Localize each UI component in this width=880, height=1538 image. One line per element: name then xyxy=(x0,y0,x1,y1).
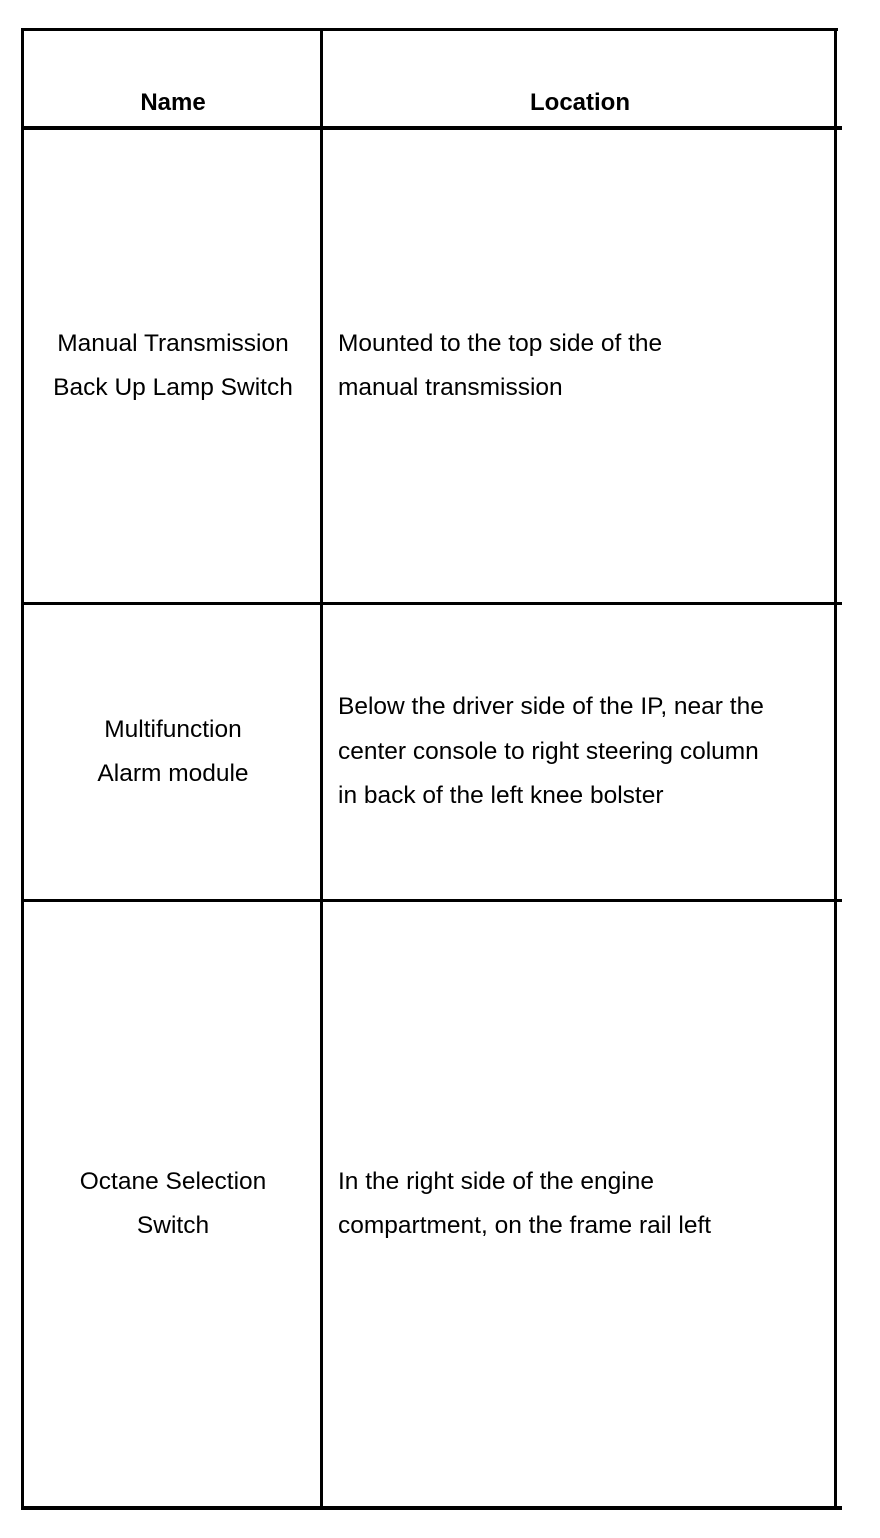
column-header-location-label: Location xyxy=(530,89,630,116)
table-row-1-name-cell xyxy=(25,130,321,602)
column-header-name-label: Name xyxy=(140,89,206,116)
table-row-3-name-cell xyxy=(25,902,321,1506)
table-border-left xyxy=(21,28,24,1510)
row-3-name: Octane Selection Switch xyxy=(79,1167,267,1239)
table-row-1-location-cell xyxy=(325,130,835,602)
row-2-name: Multifunction Alarm module xyxy=(97,715,249,787)
table-border-bottom xyxy=(21,1506,842,1510)
table-row-2-location-cell xyxy=(325,605,835,899)
table-row-3-location-cell xyxy=(325,902,835,1506)
column-header-location xyxy=(325,31,835,126)
row-2-location: Below the driver side of the IP, near the center console to right steering column in back of the left knee bolster xyxy=(338,693,764,810)
component-location-table xyxy=(21,28,842,1510)
column-header-name xyxy=(25,31,321,126)
row-1-location: Mounted to the top side of the manual transmission xyxy=(338,329,663,401)
row-1-name: Manual Transmission Back Up Lamp Switch xyxy=(53,329,293,401)
table-row-2-name-cell xyxy=(25,605,321,899)
row-3-location: In the right side of the engine compartment, on the frame rail left xyxy=(338,1167,712,1239)
